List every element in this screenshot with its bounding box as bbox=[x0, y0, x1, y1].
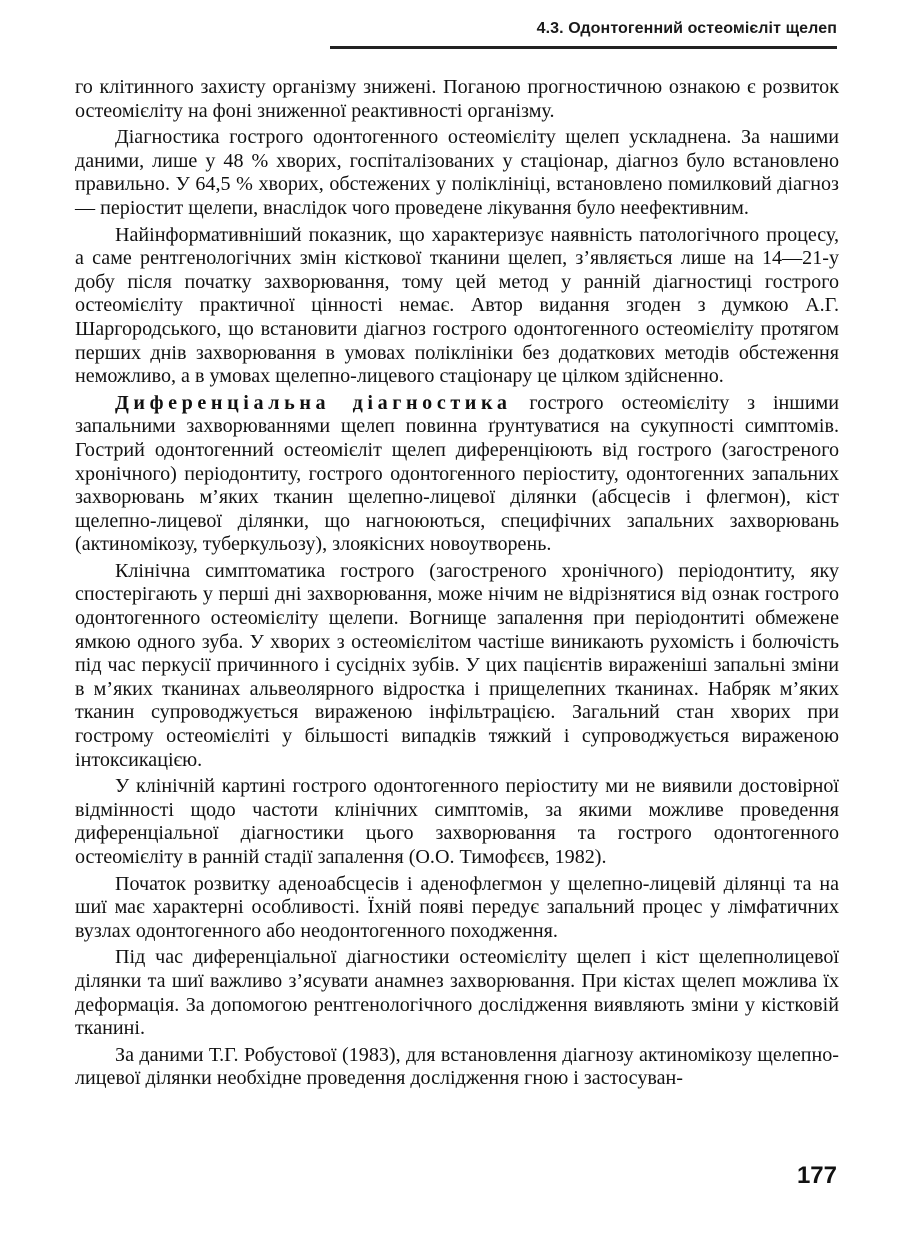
page-number: 177 bbox=[796, 1162, 837, 1189]
paragraph-periostitis: У клінічній картині гострого одонтогенного періоститу ми не виявили достовірної відмінності щодо частоти клінічних симптомів, за якими можливе проведення диференціальної діагностики цього захворювання та гострого одонтогенного остеомієліту в ранній стадії запалення (О.О. Тимофєєв, 1982). bbox=[75, 775, 839, 868]
paragraph-diagnostics: Діагностика гострого одонтогенного остеомієліту щелеп ускладнена. За нашими даними, лише у 48 % хворих, госпіталізованих у стаціонар, діагноз було встановлено правильно. У 64,5 % хворих, обстежених у поліклініці, встановлено помилковий діагноз — періостит щелепи, внаслідок чого проведене лікування було неефективним. bbox=[75, 126, 839, 219]
running-header: 4.3. Одонтогенний остеомієліт щелеп bbox=[536, 20, 837, 37]
body-text bbox=[75, 76, 839, 1094]
paragraph-cysts: Під час диференціальної діагностики остеомієліту щелеп і кіст щелепнолицевої ділянки та шиї важливо з’ясувати анамнез захворювання. При кістах щелеп можлива їх деформація. За допомогою рентгенологічного дослідження виявляють зміни у кістковій тканині. bbox=[75, 946, 839, 1040]
paragraph-actinomycosis: За даними Т.Г. Робустової (1983), для встановлення діагнозу актиномікозу щелепно-лицевої ділянки необхідне проведення дослідження гною і застосуван- bbox=[75, 1043, 839, 1090]
paragraph-continuation: го клітинного захисту організму знижені. Поганою прогностичною ознакою є розвиток остеомієліту на фоні зниженної реактивності організму. bbox=[75, 76, 839, 122]
paragraph-adenoabscess: Початок розвитку аденоабсцесів і аденофлегмон у щелепно-лицевій ділянці та на шиї має характерні особливості. Їхній появі передує запальний процес у лімфатичних вузлах одонтогенного або неодонтогенного походження. bbox=[75, 872, 839, 942]
section-lead-term: Диференціальна діагностика bbox=[115, 391, 512, 414]
header-rule bbox=[330, 46, 837, 49]
paragraph-xray: Найінформативніший показник, що характеризує наявність патологічного процесу, а саме рентгенологічних змін кісткової тканини щелеп, з’являється лише на 14—21-у добу після початку захворювання, тому цей метод у ранній діагностиці гострого остеомієліту практичної цінності немає. Автор видання згоден з думкою А.Г. Шаргородського, що встановити діагноз гострого одонтогенного остеомієліту протягом перших днів захворювання в умовах поліклініки без додаткових методів обстеження неможливо, а в умовах щелепно-лицевого стаціонару це цілком здійсненно. bbox=[75, 223, 839, 388]
paragraph-periodontitis: Клінічна симптоматика гострого (загостреного хронічного) періодонтиту, яку спостерігають у перші дні захворювання, може нічим не відрізнятися від ознак гострого одонтогенного остеомієліту щелепи. Вогнище запалення при періодонтиті обмежене ямкою одного зуба. У хворих з остеомієлітом частіше виникають рухомість і болючість під час перкусії причинного і сусідніх зубів. У цих пацієнтів вираженіші запальні зміни в м’яких тканинах альвеолярного відростка і прищелепних тканинах. Набряк м’яких тканин супроводжується вираженою інфільтрацією. Загальний стан хворих при гострому остеомієліті у більшості випадків тяжкий і супроводжується вираженою інтоксикацією. bbox=[75, 559, 839, 771]
paragraph-differential-text: гострого остеомієліту з іншими запальними захворюваннями щелеп повинна ґрунтуватися на сукупності симптомів. Гострий одонтогенний остеомієліт щелеп диференціюють від гострого (загостреного хронічного) періодонтиту, гострого одонтогенного періоститу, одонтогенних запальних захворювань м’яких тканин щелепно-лицевої ділянки (абсцесів і флегмон), кіст щелепно-лицевої ділянки, що нагноюються, специфічних запальних захворювань (актиномікозу, туберкульозу), злоякісних новоутворень. bbox=[75, 391, 840, 556]
paragraph-differential bbox=[75, 392, 839, 557]
